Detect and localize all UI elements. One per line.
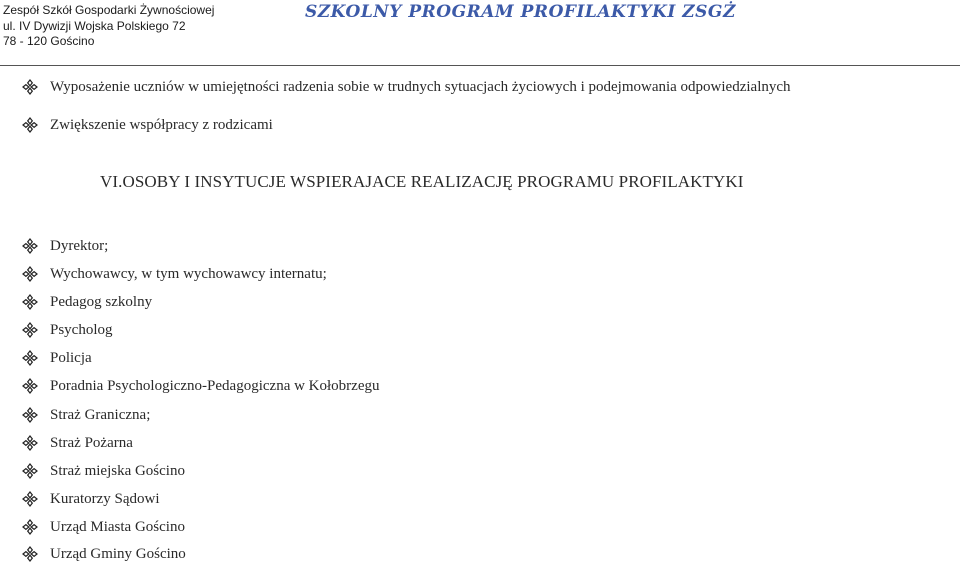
program-title: SZKOLNY PROGRAM PROFILAKTYKI ZSGŻ (305, 2, 736, 22)
diamond-bullet-icon (22, 378, 38, 394)
school-street: ul. IV Dywizji Wojska Polskiego 72 (3, 18, 186, 33)
list-item-text: Dyrektor; (50, 237, 109, 254)
diamond-bullet-icon (22, 117, 38, 133)
list-item (22, 235, 108, 257)
goal-text: Zwiększenie współpracy z rodzicami (50, 116, 273, 133)
header-divider (0, 65, 960, 66)
list-item (22, 291, 152, 313)
diamond-bullet-icon (22, 546, 38, 562)
list-item-text: Wychowawcy, w tym wychowawcy internatu; (50, 265, 327, 282)
list-item-text: Poradnia Psychologiczno-Pedagogiczna w Kołobrzegu (50, 377, 380, 394)
list-item-text: Kuratorzy Sądowi (50, 490, 160, 507)
list-item-text: Straż miejska Gościno (50, 462, 185, 479)
diamond-bullet-icon (22, 322, 38, 338)
list-item-text: Policja (50, 349, 92, 366)
diamond-bullet-icon (22, 435, 38, 451)
diamond-bullet-icon (22, 79, 38, 95)
list-item (22, 375, 380, 397)
diamond-bullet-icon (22, 350, 38, 366)
list-item-text: Straż Pożarna (50, 434, 133, 451)
school-address (3, 3, 214, 50)
diamond-bullet-icon (22, 294, 38, 310)
list-item (22, 432, 133, 454)
diamond-bullet-icon (22, 491, 38, 507)
goal-item (22, 76, 791, 98)
diamond-bullet-icon (22, 407, 38, 423)
list-item (22, 488, 160, 510)
list-item-text: Pedagog szkolny (50, 293, 153, 310)
list-item (22, 543, 186, 565)
school-name: Zespół Szkół Gospodarki Żywnościowej (3, 3, 215, 17)
list-item (22, 319, 113, 341)
page-header (0, 0, 960, 66)
list-item-text: Urząd Gminy Gościno (50, 545, 186, 562)
list-item (22, 516, 185, 538)
list-item-text: Psycholog (50, 321, 113, 338)
section-heading: VI.OSOBY I INSYTUCJE WSPIERAJACE REALIZACJĘ PROGRAMU PROFILAKTYKI (100, 172, 744, 191)
list-item (22, 347, 92, 369)
diamond-bullet-icon (22, 519, 38, 535)
school-postal-city: 78 - 120 Gościno (3, 34, 95, 48)
diamond-bullet-icon (22, 266, 38, 282)
list-item-text: Urząd Miasta Gościno (50, 518, 185, 535)
diamond-bullet-icon (22, 238, 38, 254)
list-item (22, 404, 150, 426)
list-item (22, 460, 185, 482)
list-item (22, 263, 327, 285)
list-item-text: Straż Graniczna; (50, 406, 151, 423)
diamond-bullet-icon (22, 463, 38, 479)
goal-text: Wyposażenie uczniów w umiejętności radzenia sobie w trudnych sytuacjach życiowych i podejmowania odpowiedzialnych (50, 78, 791, 95)
goal-item (22, 114, 273, 136)
